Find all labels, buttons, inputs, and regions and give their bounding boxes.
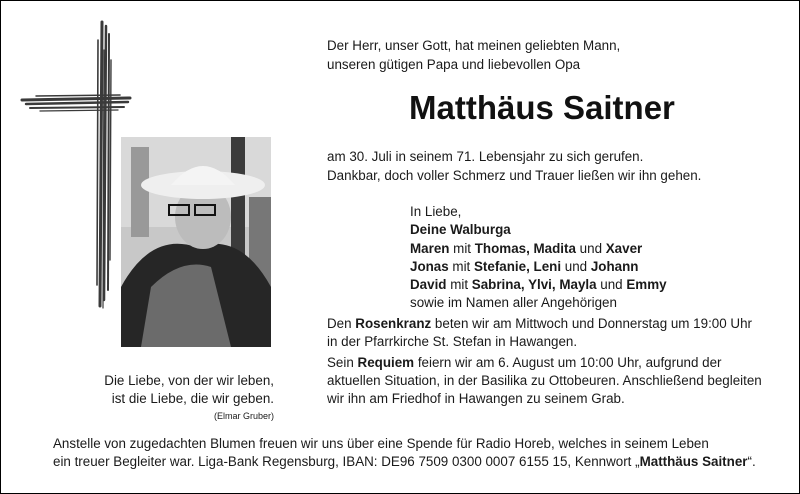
deceased-name: Matthäus Saitner [409,89,675,126]
family-line-1: Maren mit Thomas, Madita und Xaver [410,241,643,256]
quote-line-1: Die Liebe, von der wir leben, [104,373,274,388]
rosary-line-2: in der Pfarrkirche St. Stefan in Hawangen. [327,334,578,349]
portrait-photo [121,137,271,347]
death-line-2: Dankbar, doch voller Schmerz und Trauer ließen wir ihn gehen. [327,168,702,183]
cross-icon [20,20,132,310]
family-others: sowie im Namen aller Angehörigen [410,295,617,310]
intro-line-2: unseren gütigen Papa und liebevollen Opa [327,57,581,72]
quote-author: (Elmar Gruber) [213,411,274,421]
footer-line-2: ein treuer Begleiter war. Liga-Bank Regensburg, IBAN: DE96 7509 0300 0007 6155 15, Kennwort „Matthäus Saitner“. [53,454,756,469]
widow-name: Deine Walburga [410,222,511,237]
requiem-line-3: wir ihn am Friedhof in Hawangen zu seinem Grab. [327,391,625,406]
rosary-line-1: Den Rosenkranz beten wir am Mittwoch und Donnerstag um 19:00 Uhr [327,316,752,331]
intro-line-1: Der Herr, unser Gott, hat meinen geliebten Mann, [327,38,621,53]
requiem-line-2: aktuellen Situation, in der Basilika zu Ottobeuren. Anschließend begleiten [327,373,762,388]
in-liebe: In Liebe, [410,204,462,219]
family-line-2: Jonas mit Stefanie, Leni und Johann [410,259,639,274]
family-line-3: David mit Sabrina, Ylvi, Mayla und Emmy [410,277,667,292]
death-line-1: am 30. Juli in seinem 71. Lebensjahr zu sich gerufen. [327,149,644,164]
footer-line-1: Anstelle von zugedachten Blumen freuen wir uns über eine Spende für Radio Horeb, welches in seinem Leben [53,436,709,451]
requiem-line-1: Sein Requiem feiern wir am 6. August um 10:00 Uhr, aufgrund der [327,355,722,370]
quote-line-2: ist die Liebe, die wir geben. [111,391,274,406]
